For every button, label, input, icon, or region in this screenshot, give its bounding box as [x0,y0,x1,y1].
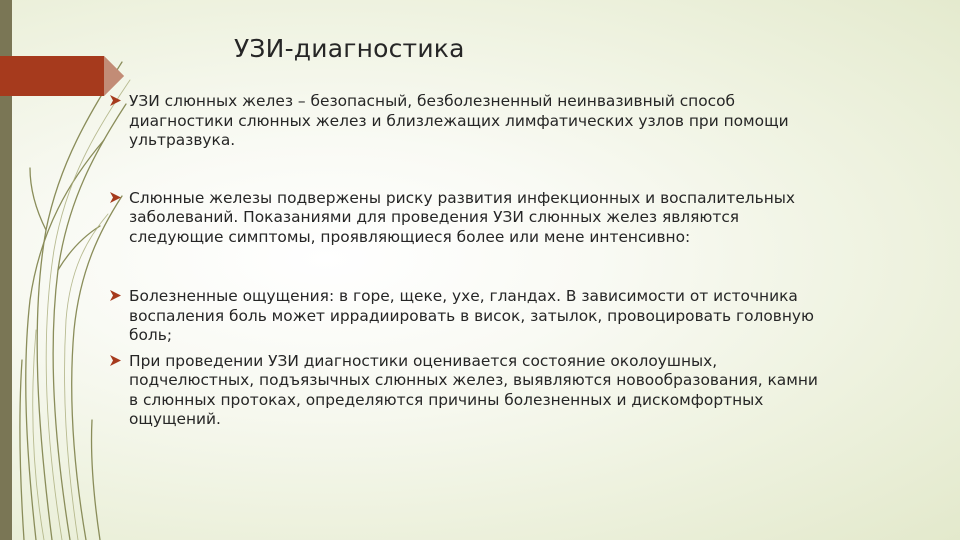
arrowhead-bullet-icon [109,354,122,367]
bullet-item [109,287,825,346]
bullet-item [109,189,825,248]
bullet-text: При проведении УЗИ диагностики оценивается состояние околоушных, подчелюстных, подъязычных слюнных желез, выявляются новообразования, камни в слюнных протоках, определяются причины болезненных и дискомфортных ощущений. [129,351,818,428]
bullet-item [109,352,825,430]
arrowhead-bullet-icon [109,191,122,204]
bullet-item [109,92,825,151]
bullet-text: Слюнные железы подвержены риску развития инфекционных и воспалительных заболеваний. Показаниями для проведения УЗИ слюнных желез являются следующие симптомы, проявляющиеся более или мене интенсивно: [129,188,796,246]
title-accent-tab [0,56,124,96]
arrowhead-bullet-icon [109,94,122,107]
bullet-text: УЗИ слюнных желез – безопасный, безболезненный неинвазивный способ диагностики слюнных желез и близлежащих лимфатических узлов при помощи ультразвука. [129,92,789,149]
bullet-text: Болезненные ощущения: в горе, щеке, ухе, гландах. В зависимости от источника воспаления боль может иррадиировать в висок, затылок, провоцировать головную боль; [129,287,814,344]
slide-title: УЗИ-диагностика [234,34,465,63]
bullet-list [109,92,825,430]
arrowhead-bullet-icon [109,289,122,302]
